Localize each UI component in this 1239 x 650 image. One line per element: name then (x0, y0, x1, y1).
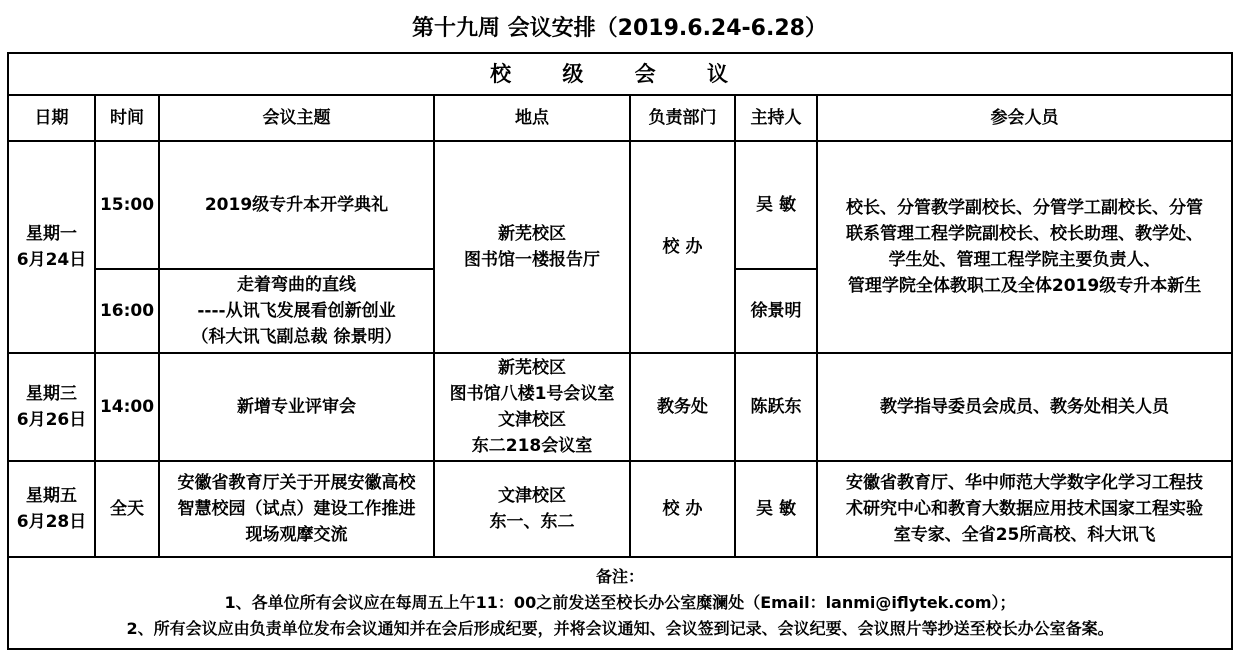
attendees-cell (817, 141, 1232, 353)
weekday: 星期三 (26, 384, 77, 404)
table-row (8, 461, 1232, 557)
header-date: 日期 (8, 95, 95, 141)
table-row (8, 353, 1232, 461)
location-line: 新芜校区 (498, 224, 566, 244)
location-cell (434, 353, 630, 461)
host-cell: 吴 敏 (735, 141, 817, 269)
topic-line: 走着弯曲的直线 (237, 275, 356, 295)
header-topic: 会议主题 (159, 95, 434, 141)
attendees-line: 教学指导委员会成员、教务处相关人员 (880, 397, 1170, 417)
date-cell (8, 353, 95, 461)
attendees-line: 校长、分管教学副校长、分管学工副校长、分管 (846, 198, 1204, 218)
header-row (8, 95, 1232, 141)
topic-cell (159, 461, 434, 557)
location-line: 图书馆八楼1号会议室 (449, 384, 615, 404)
time-cell: 15:00 (95, 141, 159, 269)
section-row (8, 53, 1232, 95)
attendees-line: 术研究中心和教育大数据应用技术国家工程实验 (846, 499, 1204, 519)
topic-line: （科大讯飞副总裁 徐景明） (191, 327, 402, 347)
date: 6月24日 (16, 250, 87, 270)
date: 6月28日 (16, 512, 87, 532)
time-cell: 全天 (95, 461, 159, 557)
location-line: 新芜校区 (498, 358, 566, 378)
department-cell: 教务处 (630, 353, 735, 461)
location-cell (434, 141, 630, 353)
attendees-line: 安徽省教育厅、华中师范大学数字化学习工程技 (846, 473, 1204, 493)
topic-line: 安徽省教育厅关于开展安徽高校 (177, 473, 416, 493)
topic-line: 2019级专升本开学典礼 (204, 195, 389, 215)
attendees-line: 联系管理工程学院副校长、校长助理、教学处、 (846, 224, 1204, 244)
header-time: 时间 (95, 95, 159, 141)
note-item: 1、各单位所有会议应在每周五上午11：00之前发送至校长办公室糜澜处（Email：lanmi@iflytek.com）； (224, 593, 1016, 612)
location-line: 文津校区 (498, 410, 566, 430)
location-line: 东一、东二 (489, 512, 575, 532)
topic-cell (159, 353, 434, 461)
attendees-cell (817, 461, 1232, 557)
header-department: 负责部门 (630, 95, 735, 141)
topic-line: 新增专业评审会 (237, 397, 356, 417)
department-cell: 校 办 (630, 461, 735, 557)
location-cell (434, 461, 630, 557)
topic-cell (159, 269, 434, 353)
notes-cell (8, 557, 1232, 649)
location-line: 东二218会议室 (471, 436, 593, 456)
date: 6月26日 (16, 410, 87, 430)
attendees-cell (817, 353, 1232, 461)
page-title: 第十九周 会议安排（2019.6.24-6.28） (412, 15, 827, 41)
note-item: 2、所有会议应由负责单位发布会议通知并在会后形成纪要，并将会议通知、会议签到记录、会议纪要、会议照片等抄送至校长办公室备案。 (126, 619, 1114, 638)
weekday: 星期一 (26, 224, 77, 244)
time-cell: 14:00 (95, 353, 159, 461)
host-cell: 徐景明 (735, 269, 817, 353)
location-line: 图书馆一楼报告厅 (464, 250, 600, 270)
topic-line: ----从讯飞发展看创新创业 (197, 301, 396, 321)
date-cell (8, 141, 95, 353)
meeting-schedule-table (7, 52, 1233, 650)
attendees-line: 学生处、管理工程学院主要负责人、 (888, 250, 1161, 270)
date-cell (8, 461, 95, 557)
section-title: 校 级 会 议 (8, 53, 1232, 95)
host-cell: 吴 敏 (735, 461, 817, 557)
header-host: 主持人 (735, 95, 817, 141)
location-line: 文津校区 (498, 486, 566, 506)
department-cell: 校 办 (630, 141, 735, 353)
time-cell: 16:00 (95, 269, 159, 353)
header-location: 地点 (434, 95, 630, 141)
attendees-line: 管理学院全体教职工及全体2019级专升本新生 (847, 276, 1202, 296)
notes-label: 备注： (596, 567, 645, 586)
table-row (8, 141, 1232, 269)
topic-line: 智慧校园（试点）建设工作推进 (177, 499, 416, 519)
weekday: 星期五 (26, 486, 77, 506)
header-attendees: 参会人员 (817, 95, 1232, 141)
notes-row (8, 557, 1232, 649)
host-cell: 陈跃东 (735, 353, 817, 461)
attendees-line: 室专家、全省25所高校、科大讯飞 (893, 525, 1156, 545)
topic-line: 现场观摩交流 (245, 525, 348, 545)
topic-cell (159, 141, 434, 269)
